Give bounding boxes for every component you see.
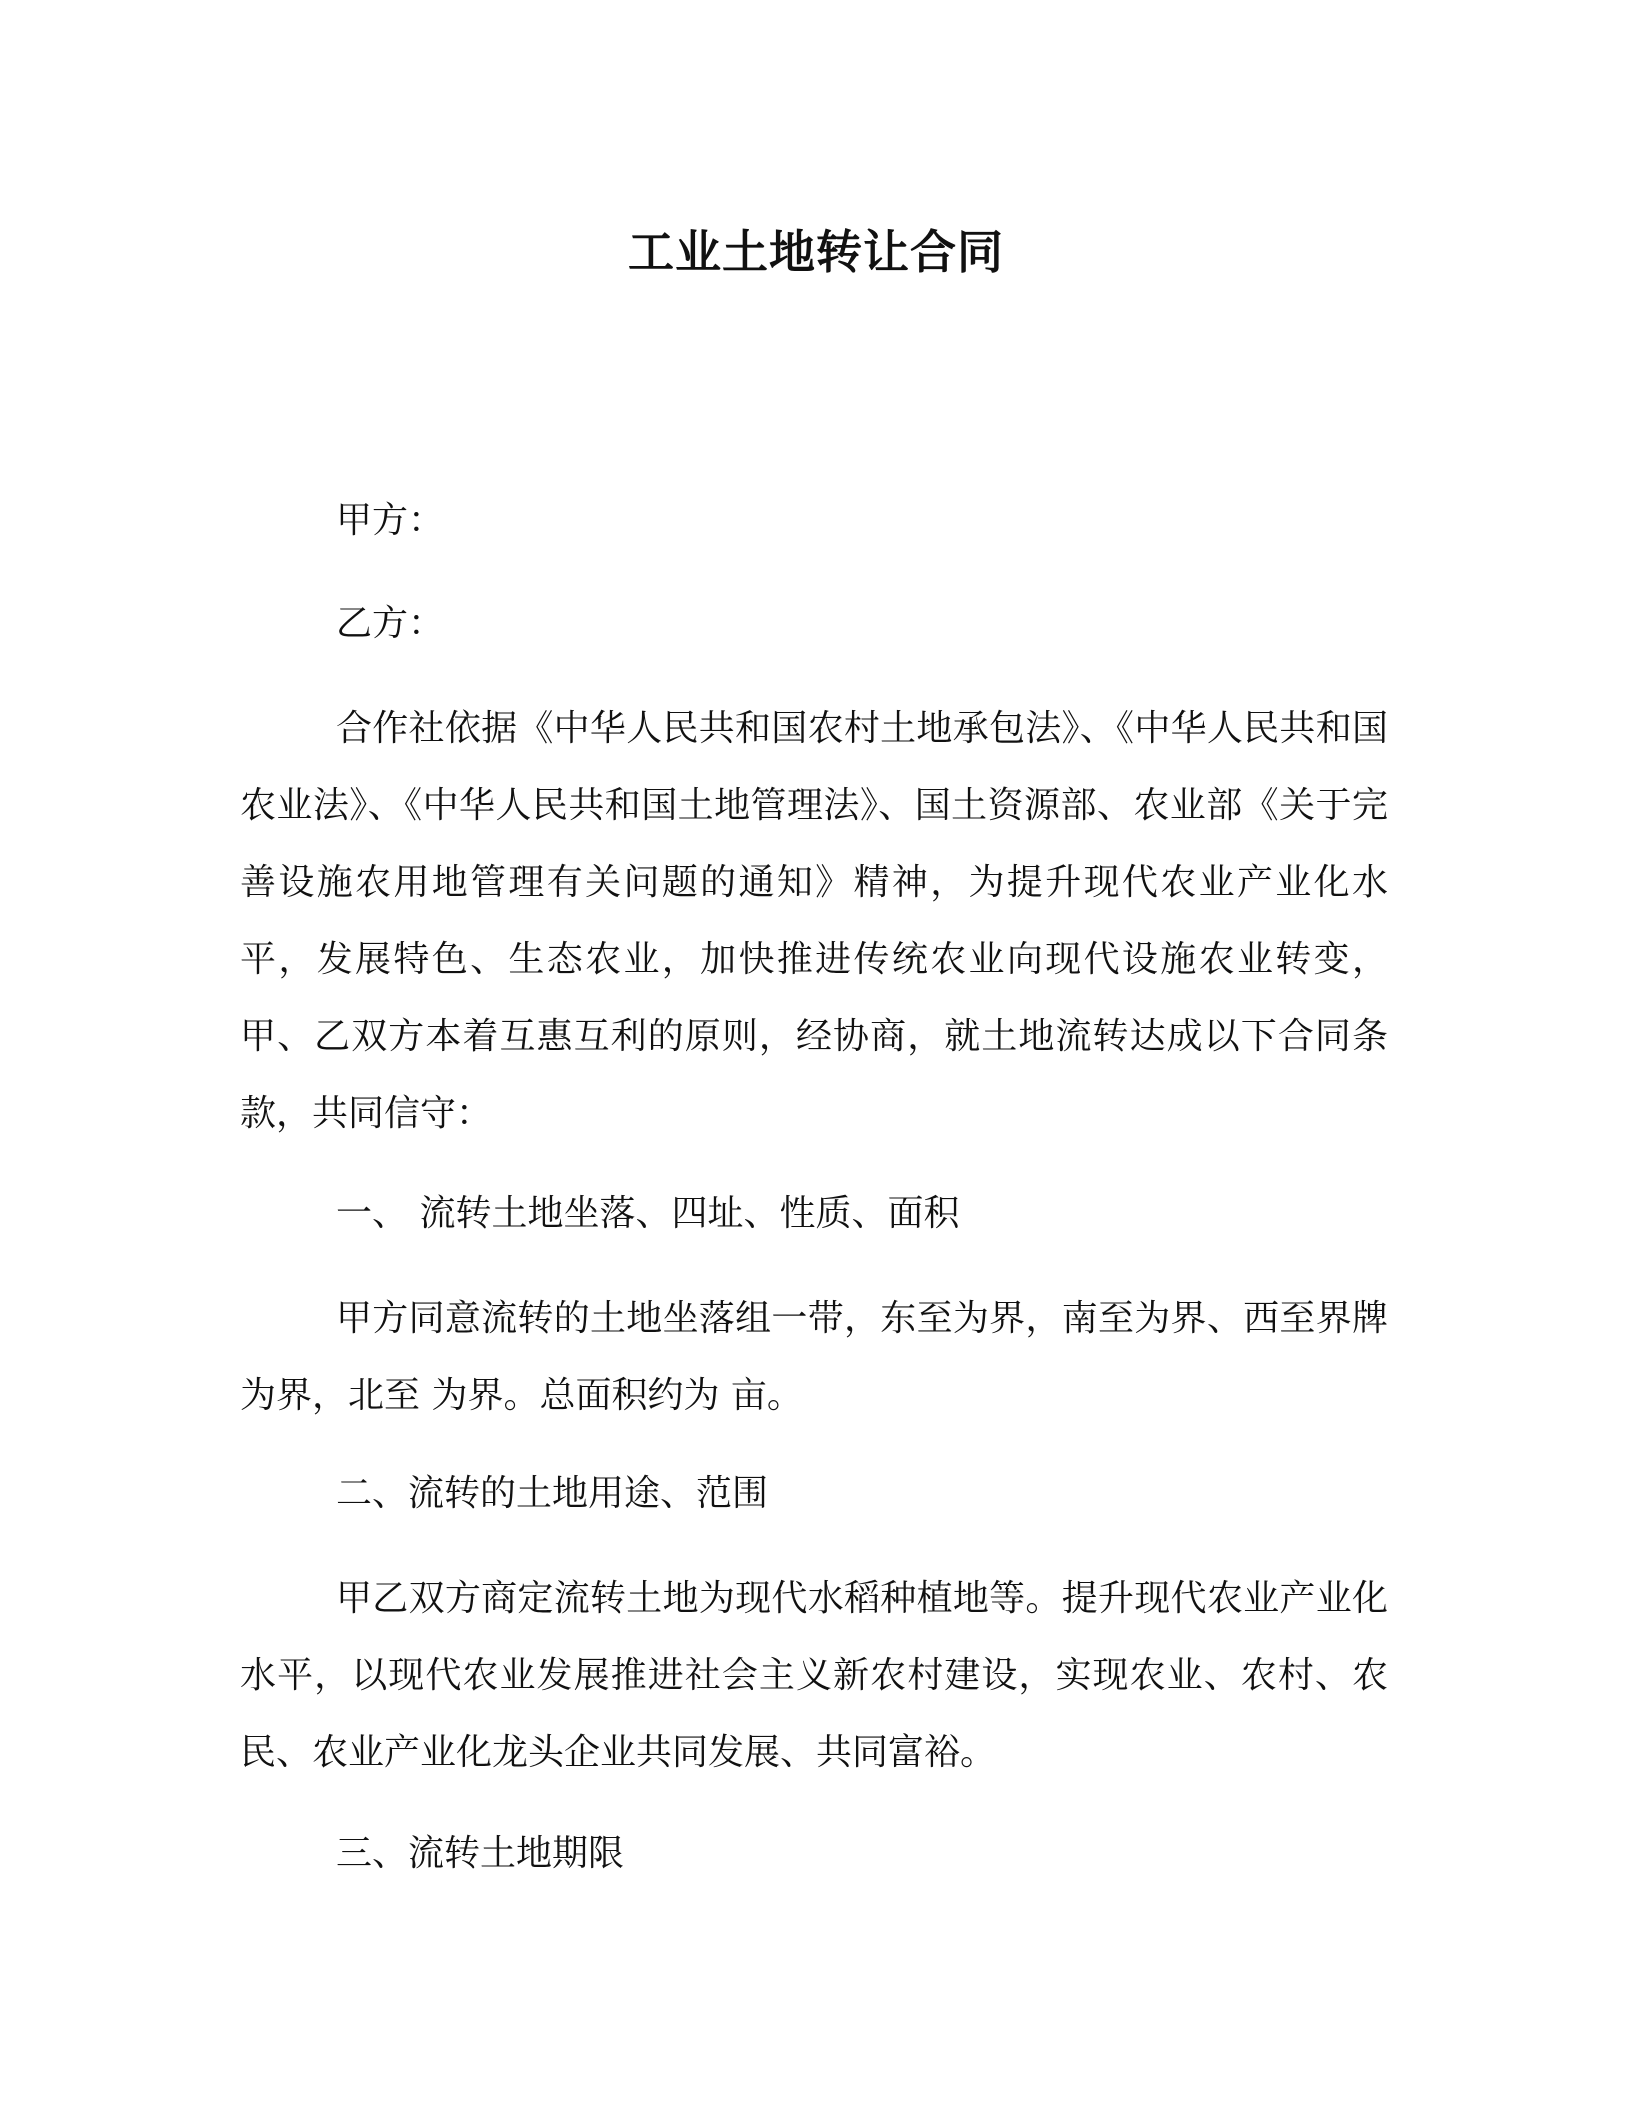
section-2-body: 甲乙双方商定流转土地为现代水稻种植地等。提升现代农业产业化水平，以现代农业发展推进社会主义新农村建设，实现农业、农村、农民、农业产业化龙头企业共同发展、共同富裕。 (240, 1578, 1388, 1773)
preamble-paragraph: 合作社依据《中华人民共和国农村土地承包法》、《中华人民共和国农业法》、《中华人民共和国土地管理法》、国土资源部、农业部《关于完善设施农用地管理有关问题的通知》精神，为提升现代农业产业化水平，发展特色、生态农业，加快推进传统农业向现代设施农业转变，甲、乙双方本着互惠互利的原则，经协商，就土地流转达成以下合同条款，共同信守： (240, 708, 1388, 1134)
section-3-heading: 三、流转土地期限 (336, 1833, 625, 1874)
document-title: 工业土地转让合同 (628, 225, 1004, 279)
party-a-label: 甲方： (336, 500, 445, 541)
section-2-heading: 二、流转的土地用途、范围 (336, 1473, 769, 1514)
section-1-body: 甲方同意流转的土地坐落组一带，东至为界，南至为界、西至界牌为界，北至 为界。总面积约为 亩。 (240, 1298, 1388, 1416)
party-b-label: 乙方： (336, 603, 445, 644)
section-1-heading: 一、 流转土地坐落、四址、性质、面积 (336, 1193, 960, 1234)
